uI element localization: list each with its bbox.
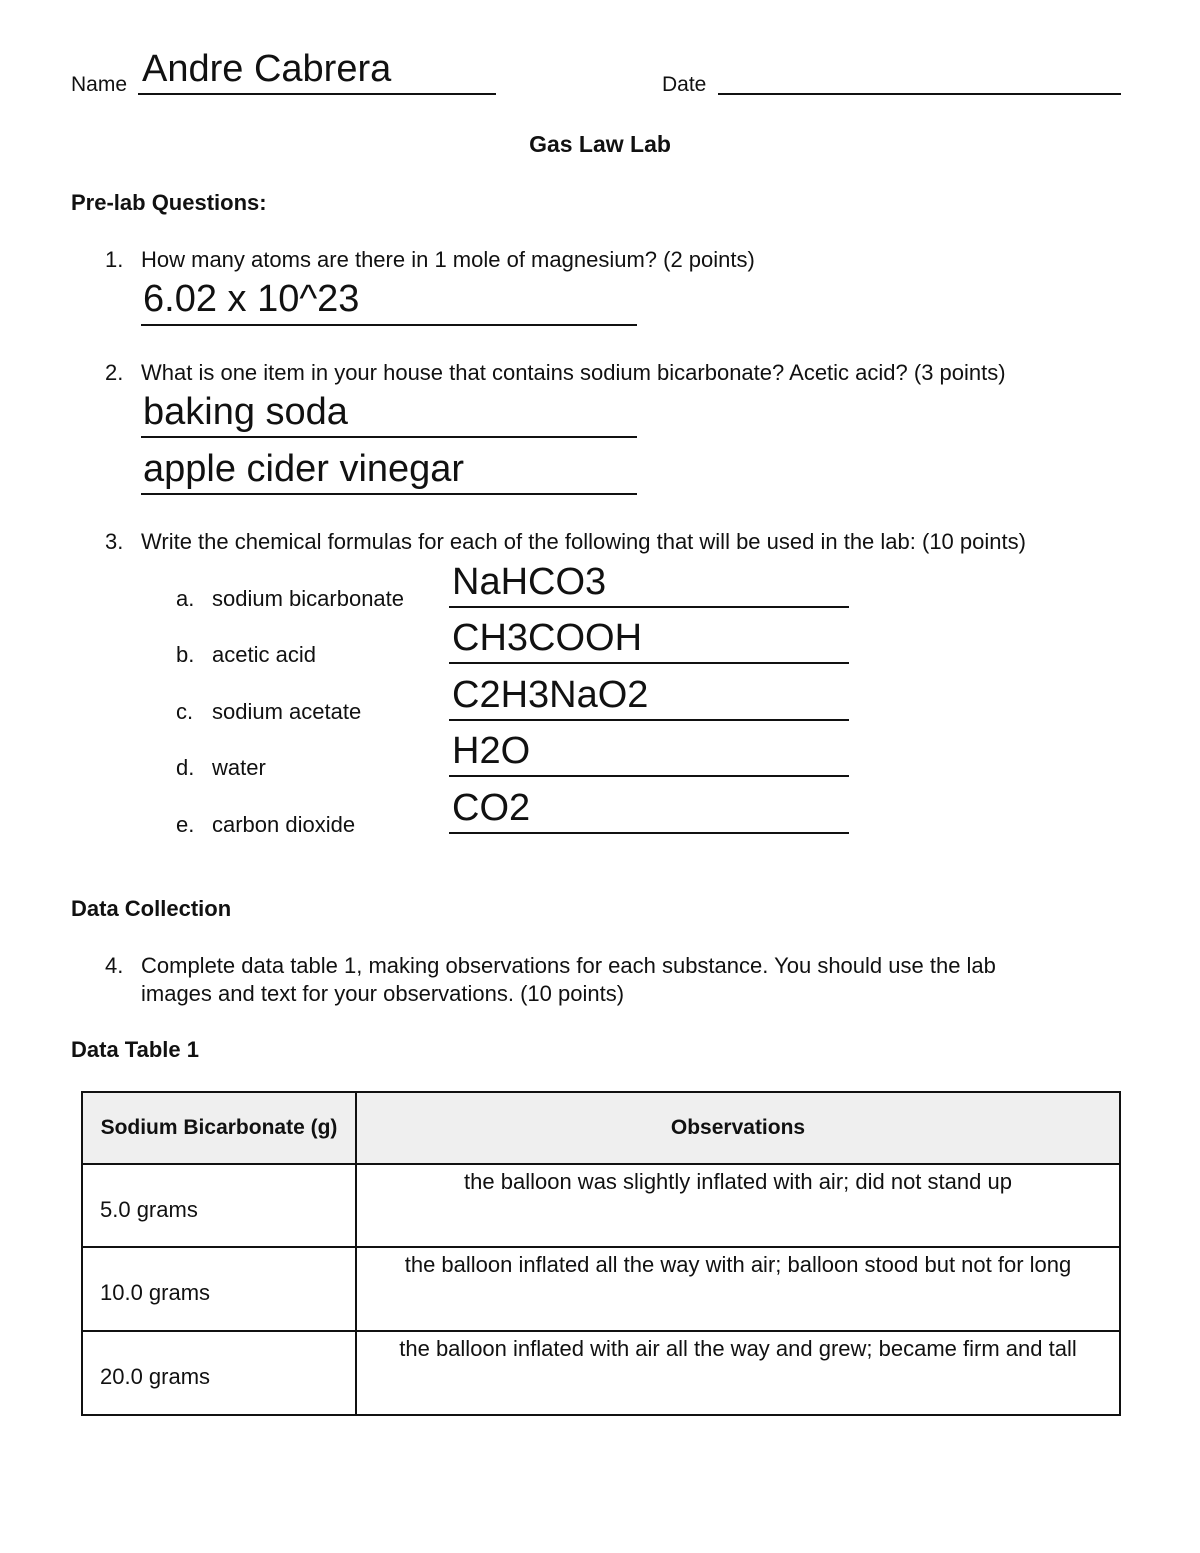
- data-table-1: [81, 1091, 1121, 1416]
- q3c-answer-line: [449, 719, 849, 721]
- q4-text-line-1: Complete data table 1, making observations for each substance. You should use the lab: [141, 953, 996, 978]
- name-value[interactable]: Andre Cabrera: [142, 48, 392, 90]
- q3a-answer-line: [449, 606, 849, 608]
- observation-value[interactable]: the balloon inflated with air all the way and grew; became firm and tall: [399, 1336, 1077, 1361]
- q4-number: 4.: [105, 953, 124, 978]
- header-observations: Observations: [356, 1092, 1120, 1164]
- q1-answer[interactable]: 6.02 x 10^23: [143, 278, 360, 320]
- header-sodium-bicarbonate: Sodium Bicarbonate (g): [82, 1092, 356, 1164]
- q3b-answer[interactable]: CH3COOH: [452, 617, 643, 659]
- q1-number: 1.: [105, 247, 124, 272]
- data-collection-heading: Data Collection: [71, 896, 232, 921]
- prelab-heading: Pre-lab Questions:: [71, 190, 267, 215]
- q2-answer-1[interactable]: baking soda: [143, 391, 348, 433]
- q3c-answer[interactable]: C2H3NaO2: [452, 674, 649, 716]
- observation-cell: [356, 1331, 1120, 1415]
- amount-value[interactable]: 10.0 grams: [100, 1280, 211, 1305]
- amount-value[interactable]: 5.0 grams: [100, 1197, 198, 1222]
- table-row: [82, 1164, 1120, 1247]
- table-header-row: [82, 1092, 1120, 1164]
- q3c-label: sodium acetate: [212, 699, 362, 724]
- table-row: [82, 1331, 1120, 1415]
- name-line: [138, 93, 496, 95]
- amount-value[interactable]: 20.0 grams: [100, 1364, 211, 1389]
- q3a-letter: a.: [176, 586, 195, 611]
- q2-number: 2.: [105, 360, 124, 385]
- q3a-label: sodium bicarbonate: [212, 586, 405, 611]
- observation-value[interactable]: the balloon was slightly inflated with air; did not stand up: [464, 1169, 1012, 1194]
- q3e-answer[interactable]: CO2: [452, 787, 531, 829]
- q4-text-line-2: images and text for your observations. (10 points): [141, 981, 625, 1006]
- q3d-letter: d.: [176, 755, 195, 780]
- table-row: [82, 1247, 1120, 1331]
- observation-cell: [356, 1247, 1120, 1331]
- page-title: Gas Law Lab: [529, 131, 671, 157]
- q1-text: How many atoms are there in 1 mole of magnesium? (2 points): [141, 247, 755, 272]
- date-label: Date: [662, 73, 707, 96]
- q3b-label: acetic acid: [212, 642, 316, 667]
- amount-cell: [82, 1247, 356, 1331]
- amount-cell: [82, 1331, 356, 1415]
- observation-value[interactable]: the balloon inflated all the way with air; balloon stood but not for long: [404, 1252, 1072, 1277]
- name-label: Name: [71, 73, 128, 96]
- q1-answer-line: [141, 324, 637, 326]
- q3-number: 3.: [105, 529, 124, 554]
- q2-answer-line-2: [141, 493, 637, 495]
- q3e-letter: e.: [176, 812, 195, 837]
- q2-text: What is one item in your house that contains sodium bicarbonate? Acetic acid? (3 points): [141, 360, 1006, 385]
- table-title: Data Table 1: [71, 1037, 199, 1062]
- q3b-letter: b.: [176, 642, 195, 667]
- q3e-answer-line: [449, 832, 849, 834]
- q3a-answer[interactable]: NaHCO3: [452, 561, 607, 603]
- q2-answer-line-1: [141, 436, 637, 438]
- q3-text: Write the chemical formulas for each of the following that will be used in the lab: (10 points): [141, 529, 1026, 554]
- q2-answer-2[interactable]: apple cider vinegar: [143, 448, 465, 490]
- observation-cell: [356, 1164, 1120, 1247]
- q3d-answer-line: [449, 775, 849, 777]
- amount-cell: [82, 1164, 356, 1247]
- q3e-label: carbon dioxide: [212, 812, 356, 837]
- q3d-answer[interactable]: H2O: [452, 730, 531, 772]
- q3c-letter: c.: [176, 699, 194, 724]
- q3d-label: water: [212, 755, 266, 780]
- date-line: [718, 93, 1121, 95]
- q3b-answer-line: [449, 662, 849, 664]
